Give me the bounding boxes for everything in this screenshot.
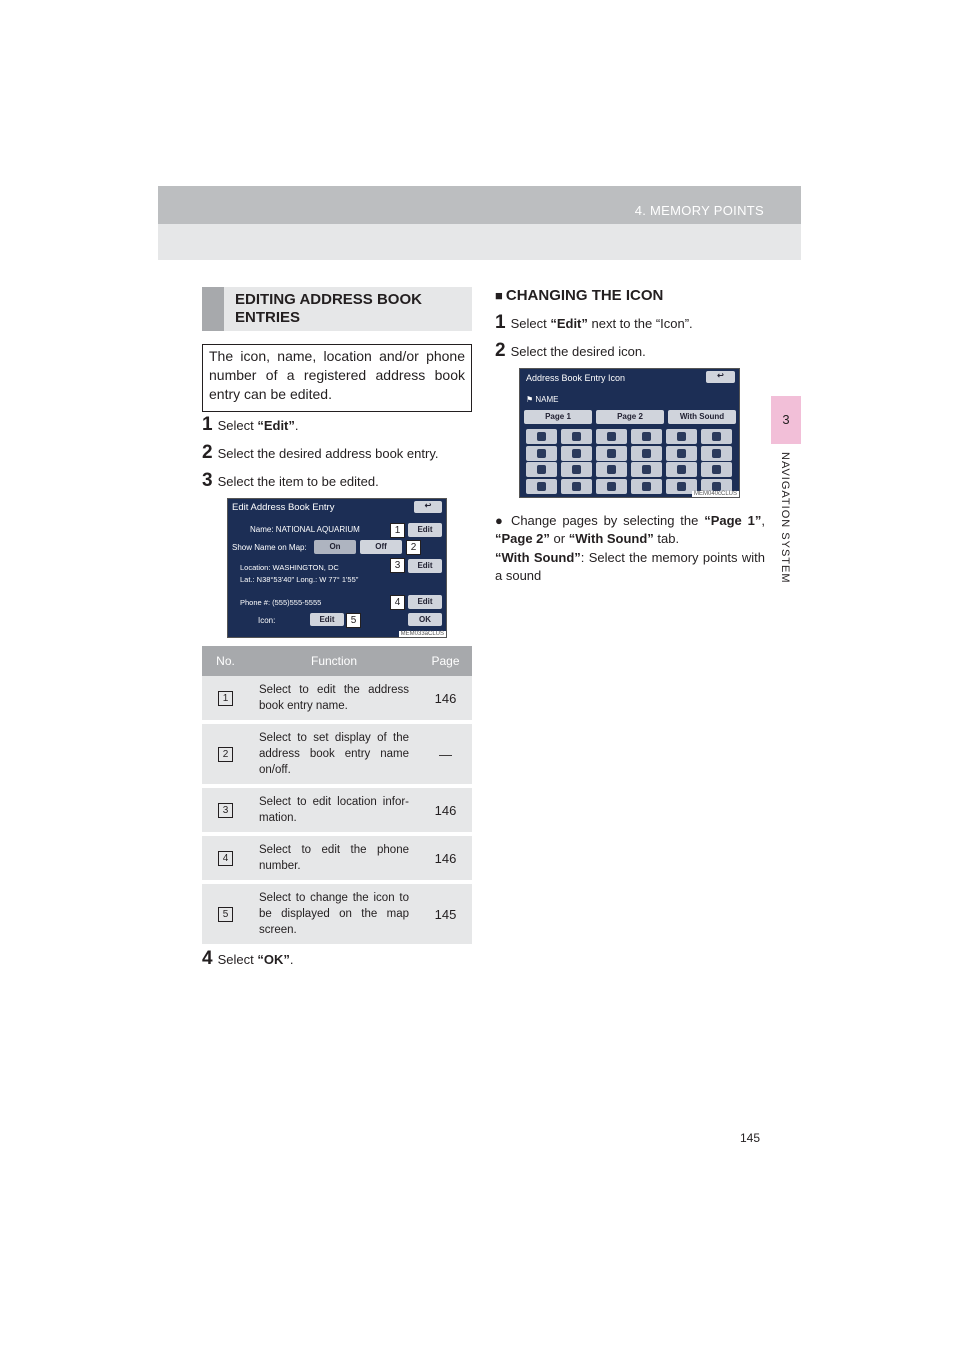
table-row xyxy=(202,722,472,786)
row-number: 3 xyxy=(218,803,233,818)
col-page: Page xyxy=(419,646,472,676)
map-icon-button[interactable] xyxy=(631,462,662,477)
chapter-number: 3 xyxy=(782,412,790,427)
step-2: 2 Select the desired address book entry. xyxy=(202,442,439,463)
row-page: 146 xyxy=(419,676,472,722)
map-icon-button[interactable] xyxy=(596,446,627,461)
poi-icon xyxy=(677,449,686,458)
poi-icon xyxy=(572,482,581,491)
page-number: 145 xyxy=(740,1131,761,1145)
poi-icon xyxy=(712,465,721,474)
tab-with-sound[interactable]: With Sound xyxy=(668,410,736,424)
poi-icon xyxy=(712,432,721,441)
poi-icon xyxy=(537,465,546,474)
callout-5: 5 xyxy=(346,613,361,628)
row-number: 2 xyxy=(218,747,233,762)
map-icon-button[interactable] xyxy=(701,462,732,477)
callout-1: 1 xyxy=(390,523,405,538)
map-icon-button[interactable] xyxy=(561,462,592,477)
poi-icon xyxy=(607,449,616,458)
poi-icon xyxy=(607,465,616,474)
with-sound-note: “With Sound”: Select the memory points with a sound xyxy=(495,550,765,583)
step-4: 4 Select “OK”. xyxy=(202,948,294,969)
on-button[interactable]: On xyxy=(314,540,356,554)
map-icon-button[interactable] xyxy=(701,446,732,461)
back-button[interactable]: ↩ xyxy=(414,501,442,513)
poi-icon xyxy=(572,465,581,474)
chapter-label: NAVIGATION SYSTEM xyxy=(779,452,791,584)
map-icon-button[interactable] xyxy=(596,429,627,444)
phone-line: Phone #: (555)555-5555 xyxy=(240,598,322,607)
row-number: 1 xyxy=(218,691,233,706)
map-icon-button[interactable] xyxy=(561,446,592,461)
edit-entry-screenshot xyxy=(227,498,447,638)
map-icon-button[interactable] xyxy=(631,446,662,461)
subheading: ■ CHANGING THE ICON xyxy=(495,287,664,304)
map-icon-button[interactable] xyxy=(666,446,697,461)
poi-icon xyxy=(572,449,581,458)
table-row xyxy=(202,676,472,722)
map-icon-button[interactable] xyxy=(701,429,732,444)
callout-4: 4 xyxy=(390,595,405,610)
row-function: Select to edit the phone number. xyxy=(249,834,419,882)
off-button[interactable]: Off xyxy=(360,540,402,554)
row-function: Select to edit location infor-mation. xyxy=(249,786,419,834)
heading-text: EDITING ADDRESS BOOK ENTRIES xyxy=(235,291,422,326)
section-heading xyxy=(202,287,472,331)
entry-name: ⚑ NAME xyxy=(526,395,559,404)
poi-icon xyxy=(607,482,616,491)
step-1: 1 Select “Edit”. xyxy=(202,414,299,435)
name-line: Name: NATIONAL AQUARIUM xyxy=(250,525,360,534)
row-number: 4 xyxy=(218,851,233,866)
col-function: Function xyxy=(249,646,419,676)
poi-icon xyxy=(642,482,651,491)
row-number: 5 xyxy=(218,907,233,922)
poi-icon xyxy=(607,432,616,441)
map-icon-button[interactable] xyxy=(526,462,557,477)
heading-accent xyxy=(202,287,224,331)
map-icon-button[interactable] xyxy=(526,479,557,494)
table-row xyxy=(202,882,472,946)
map-icon-button[interactable] xyxy=(561,429,592,444)
callout-2: 2 xyxy=(406,540,421,555)
poi-icon xyxy=(572,432,581,441)
edit-icon-button[interactable]: Edit xyxy=(310,613,344,626)
edit-phone-button[interactable]: Edit xyxy=(408,595,442,609)
row-page: — xyxy=(419,722,472,786)
col-no: No. xyxy=(202,646,249,676)
row-function: Select to set display of the address book entry name on/off. xyxy=(249,722,419,786)
header-subbar xyxy=(158,224,801,260)
map-icon-button[interactable] xyxy=(666,429,697,444)
row-function: Select to edit the address book entry name. xyxy=(249,676,419,722)
poi-icon xyxy=(537,482,546,491)
show-name-label: Show Name on Map: xyxy=(232,543,307,552)
row-page: 145 xyxy=(419,882,472,946)
edit-location-button[interactable]: Edit xyxy=(408,559,442,573)
map-icon-button[interactable] xyxy=(596,479,627,494)
section-title: 4. MEMORY POINTS xyxy=(634,203,764,218)
function-table xyxy=(202,646,472,948)
table-row xyxy=(202,834,472,882)
poi-icon xyxy=(537,449,546,458)
map-icon-button[interactable] xyxy=(526,446,557,461)
screenshot-code: MEM033aCLUS xyxy=(400,631,444,637)
map-icon-button[interactable] xyxy=(631,429,662,444)
poi-icon xyxy=(677,465,686,474)
screen-title: Edit Address Book Entry xyxy=(232,502,335,513)
ok-button[interactable]: OK xyxy=(408,613,442,626)
poi-icon xyxy=(712,449,721,458)
bullet-icon: ● xyxy=(495,513,506,528)
row-page: 146 xyxy=(419,834,472,882)
screen-title: Address Book Entry Icon xyxy=(526,373,626,383)
tab-page-1[interactable]: Page 1 xyxy=(524,410,592,424)
icon-screenshot xyxy=(519,368,740,498)
intro-box: The icon, name, location and/or phone number of a registered address book entry can be edited. xyxy=(202,344,472,412)
right-step-2: 2 Select the desired icon. xyxy=(495,340,646,361)
location-line: Location: WASHINGTON, DC xyxy=(240,563,339,572)
callout-3: 3 xyxy=(390,558,405,573)
back-button[interactable]: ↩ xyxy=(706,371,735,383)
poi-icon xyxy=(642,449,651,458)
right-step-1: 1 Select “Edit” next to the “Icon”. xyxy=(495,312,693,333)
table-header xyxy=(202,646,472,676)
map-icon-button[interactable] xyxy=(596,462,627,477)
poi-icon xyxy=(677,482,686,491)
map-icon-button[interactable] xyxy=(526,429,557,444)
bullet-note: ● Change pages by selecting the “Page 1”, “Page 2” or “With Sound” tab. xyxy=(495,513,765,546)
latlong-line: Lat.: N38°53'40" Long.: W 77° 1'55" xyxy=(240,575,359,584)
square-bullet-icon: ■ xyxy=(495,288,503,303)
tab-page-2[interactable]: Page 2 xyxy=(596,410,664,424)
step-3: 3 Select the item to be edited. xyxy=(202,470,379,491)
poi-icon xyxy=(537,432,546,441)
row-function: Select to change the icon to be displayed on the map screen. xyxy=(249,882,419,946)
poi-icon xyxy=(642,465,651,474)
poi-icon xyxy=(677,432,686,441)
edit-name-button[interactable]: Edit xyxy=(408,523,442,537)
map-icon-button[interactable] xyxy=(666,462,697,477)
map-icon-button[interactable] xyxy=(561,479,592,494)
poi-icon xyxy=(712,482,721,491)
icon-label: Icon: xyxy=(258,616,276,625)
table-row xyxy=(202,786,472,834)
row-page: 146 xyxy=(419,786,472,834)
screenshot-code: MEM040cCLUS xyxy=(693,491,737,497)
map-icon-button[interactable] xyxy=(631,479,662,494)
poi-icon xyxy=(642,432,651,441)
